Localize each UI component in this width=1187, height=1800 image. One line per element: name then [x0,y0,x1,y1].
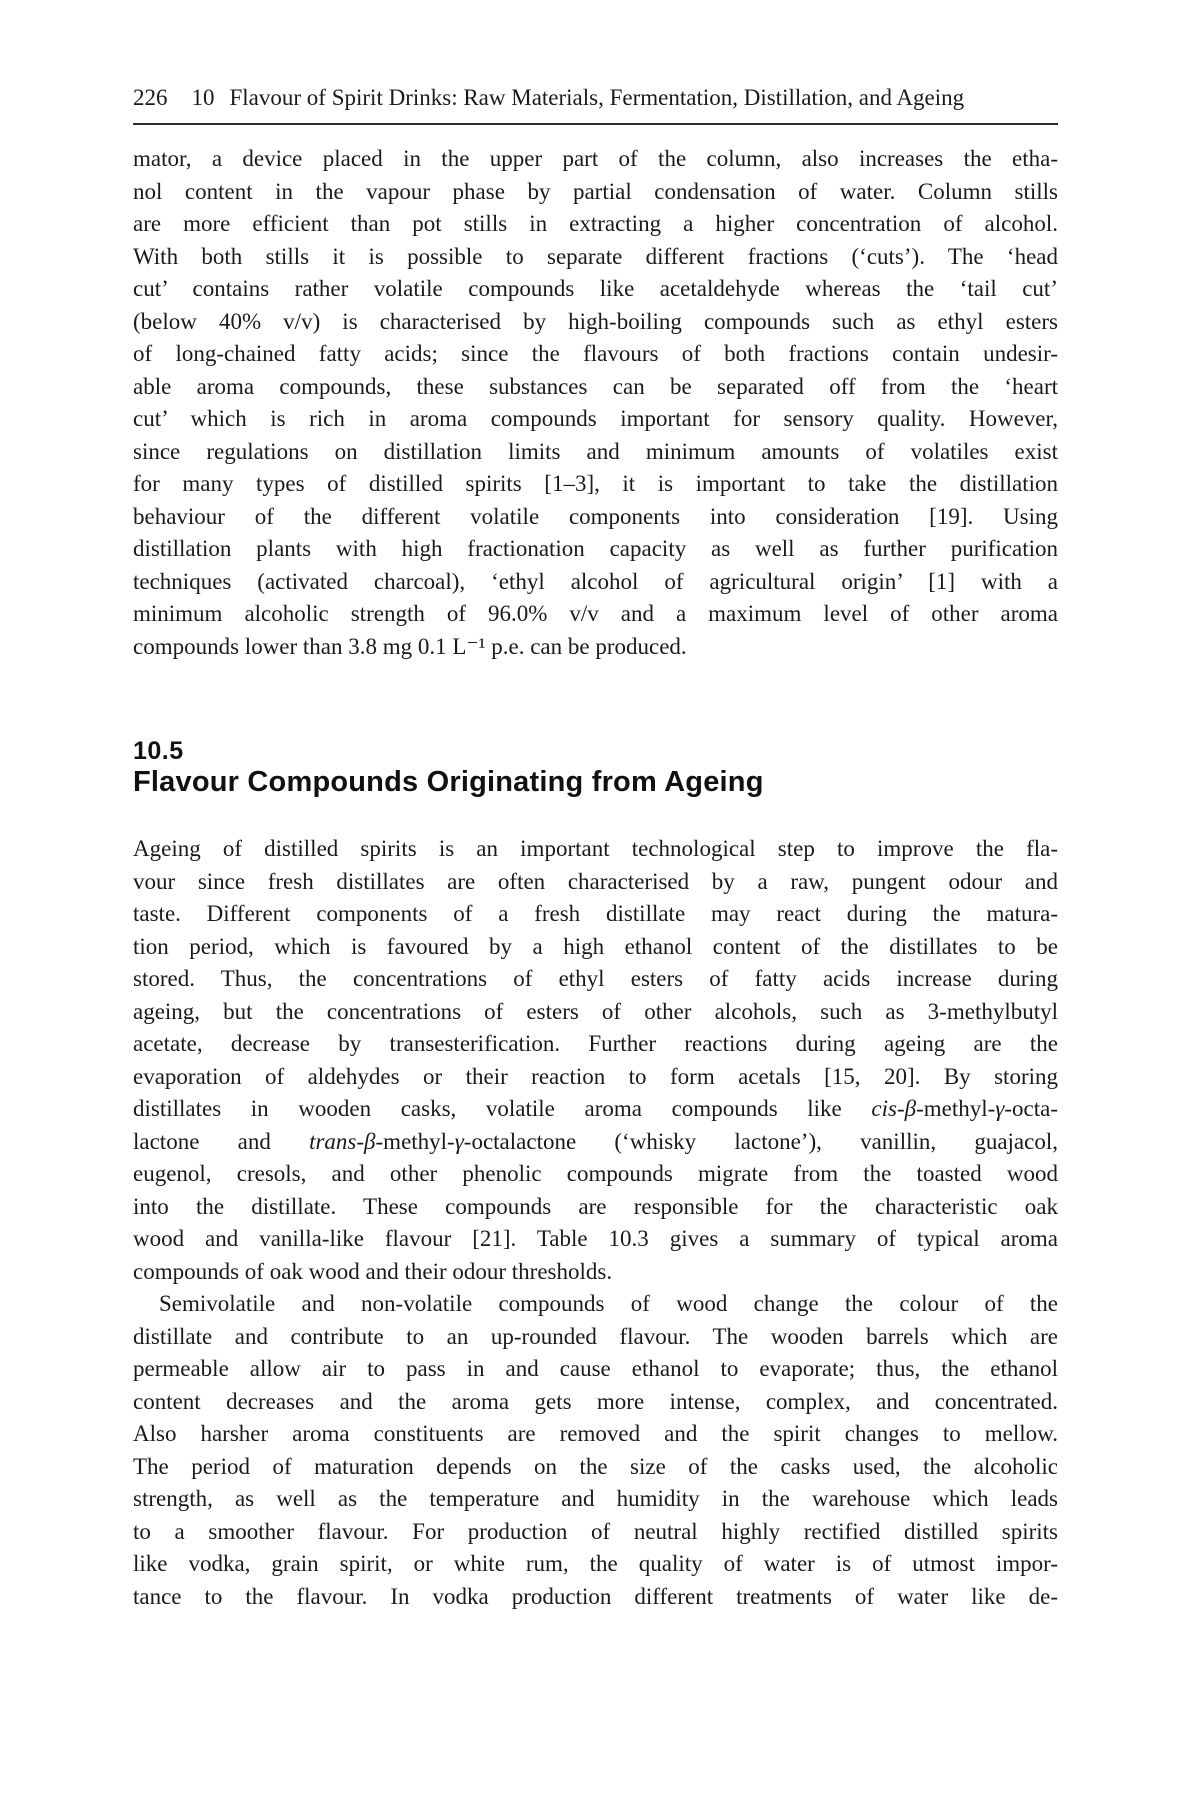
text-line: lactone and trans-β-methyl-γ-octalactone (‘whisky lactone’), vanillin, guajacol, [133,1128,1058,1154]
text-line: The period of maturation depends on the size of the casks used, the alcoholic [133,1453,1058,1479]
text-line: for many types of distilled spirits [1–3], it is important to take the distillation [133,471,1058,496]
text-line: mator, a device placed in the upper part of the column, also increases the etha- [133,146,1058,171]
chapter-number: 10 [191,85,215,110]
text-line: since regulations on distillation limits and minimum amounts of volatiles exist [133,438,1058,464]
page-number: 226 [133,85,168,110]
text-line: nol content in the vapour phase by partial condensation of water. Column stills [133,178,1058,204]
paragraph-ageing-intro [133,833,1058,1288]
text-line: Ageing of distilled spirits is an important technological step to improve the fla- [133,836,1058,861]
text-line: (below 40% v/v) is characterised by high-boiling compounds such as ethyl esters [133,308,1058,334]
section-heading [133,736,1058,799]
text-line: compounds lower than 3.8 mg 0.1 L⁻¹ p.e. can be produced. [133,633,687,659]
text-line: behaviour of the different volatile components into consideration [19]. Using [133,503,1058,529]
text-block [133,85,1058,1613]
paragraph-distillation [133,143,1058,663]
text-line: With both stills it is possible to separate different fractions (‘cuts’). The ‘head [133,243,1058,269]
text-line: tance to the flavour. In vodka production different treatments of water like de- [133,1583,1058,1609]
text-line: evaporation of aldehydes or their reaction to form acetals [15, 20]. By storing [133,1063,1058,1089]
text-line: tion period, which is favoured by a high ethanol content of the distillates to be [133,933,1058,959]
text-line: techniques (activated charcoal), ‘ethyl alcohol of agricultural origin’ [1] with a [133,568,1058,594]
text-line: acetate, decrease by transesterification. Further reactions during ageing are the [133,1031,1058,1056]
text-line: vour since fresh distillates are often characterised by a raw, pungent odour and [133,868,1058,894]
text-line: taste. Different components of a fresh distillate may react during the matura- [133,901,1058,926]
chapter-title: Flavour of Spirit Drinks: Raw Materials, Fermentation, Distillation, and Ageing [229,85,965,110]
text-line: permeable allow air to pass in and cause ethanol to evaporate; thus, the ethanol [133,1356,1058,1381]
text-line: strength, as well as the temperature and humidity in the warehouse which leads [133,1486,1058,1511]
section-title: Flavour Compounds Originating from Ageing [133,766,764,798]
text-line: Also harsher aroma constituents are removed and the spirit changes to mellow. [133,1421,1058,1446]
text-line: Semivolatile and non-volatile compounds of wood change the colour of the [159,1291,1058,1316]
text-line: to a smoother flavour. For production of neutral highly rectified distilled spirits [133,1518,1058,1544]
text-line: of long-chained fatty acids; since the flavours of both fractions contain undesir- [133,341,1058,366]
text-line: minimum alcoholic strength of 96.0% v/v and a maximum level of other aroma [133,601,1058,626]
text-line: compounds of oak wood and their odour thresholds. [133,1258,613,1284]
section-number: 10.5 [133,737,184,765]
text-line: able aroma compounds, these substances can be separated off from the ‘heart [133,373,1058,399]
text-line: ageing, but the concentrations of esters of other alcohols, such as 3-methylbutyl [133,998,1058,1024]
text-line: stored. Thus, the concentrations of ethyl esters of fatty acids increase during [133,966,1058,991]
text-line: distillates in wooden casks, volatile aroma compounds like cis-β-methyl-γ-octa- [133,1096,1058,1121]
text-line: cut’ contains rather volatile compounds like acetaldehyde whereas the ‘tail cut’ [133,276,1058,301]
text-line: distillate and contribute to an up-rounded flavour. The wooden barrels which are [133,1323,1058,1349]
text-line: cut’ which is rich in aroma compounds important for sensory quality. However, [133,406,1058,431]
text-line: eugenol, cresols, and other phenolic compounds migrate from the toasted wood [133,1161,1058,1186]
text-line: are more efficient than pot stills in extracting a higher concentration of alcohol. [133,211,1058,236]
running-header [133,85,1058,125]
text-line: distillation plants with high fractionation capacity as well as further purification [133,536,1058,561]
text-line: content decreases and the aroma gets more intense, complex, and concentrated. [133,1388,1058,1414]
text-line: into the distillate. These compounds are responsible for the characteristic oak [133,1193,1058,1219]
text-line: wood and vanilla-like flavour [21]. Table 10.3 gives a summary of typical aroma [133,1226,1058,1251]
text-line: like vodka, grain spirit, or white rum, the quality of water is of utmost impor- [133,1551,1058,1576]
paragraph-maturation [133,1288,1058,1613]
